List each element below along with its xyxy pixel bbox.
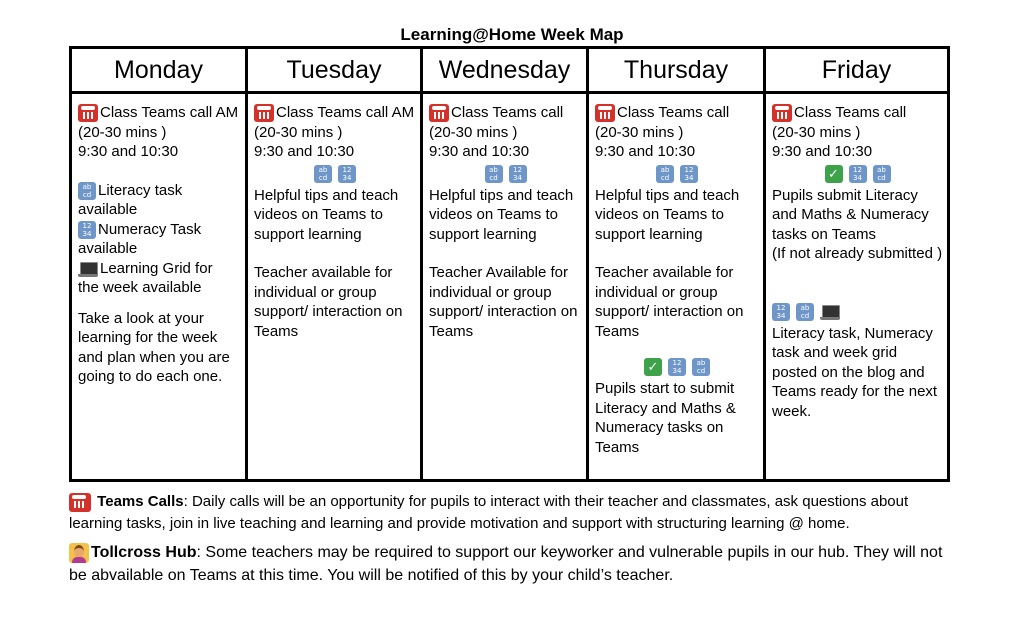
literacy-task-line2: available [78,201,138,218]
teacher-text: Teacher available for individual or group support/ interaction on Teams [595,264,744,340]
submit-icons [595,355,759,379]
teacher-icon [69,543,89,563]
abcd-icon: ab cd [873,165,891,183]
abcd-icon: ab cd [485,165,503,183]
call-title: Class Teams call [772,103,943,123]
teacher-text: Teacher Available for individual or group support/ interaction on Teams [429,264,578,340]
laptop-icon [78,261,98,277]
abcd-icon: ab cd [314,165,332,183]
call-title: Class Teams call [429,103,582,123]
abcd-icon: ab cd [692,358,710,376]
call-times: 9:30 and 10:30 [429,143,530,160]
check-mark-icon: ✓ [825,165,843,183]
numbers-icon: 12 34 [772,303,790,321]
day-header-row [71,48,949,93]
teacher-text: Teacher available for individual or group support/ interaction on Teams [254,264,403,340]
tips-text: Helpful tips and teach videos on Teams to support learning [595,186,740,243]
thursday-cell [588,93,765,481]
telephone-icon [429,104,449,122]
call-duration: (20-30 mins ) [772,123,861,141]
friday-cell [765,93,949,481]
teams-calls-text: : Daily calls will be an opportunity for pupils to interact with their teacher and classmates, ask questions about learning tasks, join in live teaching and learning and provide motivation and support with structuring learning @ home. [69,493,909,532]
call-duration: (20-30 mins ) [595,123,684,141]
day-header-wednesday: Wednesday [422,48,588,93]
numbers-icon: 12 34 [338,165,356,183]
call-title: Class Teams call AM [254,103,416,123]
numbers-icon: 12 34 [849,165,867,183]
posted-icons [772,300,943,324]
telephone-icon [595,104,615,122]
telephone-icon [78,104,98,122]
task-icons [254,162,416,186]
day-header-thursday: Thursday [588,48,765,93]
teams-calls-label: Teams Calls [97,493,184,510]
call-title: Class Teams call AM [78,103,241,123]
submit-text: Pupils submit Literacy and Maths & Numeracy tasks on Teams [772,186,929,243]
task-icons [429,162,582,186]
numbers-icon: 12 34 [509,165,527,183]
wednesday-cell [422,93,588,481]
numbers-icon: 12 34 [78,221,96,239]
submit-text: Pupils start to submit Literacy and Maths & Numeracy tasks on Teams [595,380,736,456]
telephone-icon [69,493,91,512]
teams-calls-note [69,491,959,535]
telephone-icon [772,104,792,122]
call-times: 9:30 and 10:30 [772,143,873,160]
abcd-icon: ab cd [656,165,674,183]
tollcross-hub-label: Tollcross Hub [91,544,197,561]
tuesday-cell [247,93,422,481]
posted-text: Literacy task, Numeracy task and week grid posted on the blog and Teams ready for the next week. [772,324,938,420]
call-duration: (20-30 mins ) [429,123,518,141]
abcd-icon: ab cd [796,303,814,321]
call-duration: (20-30 mins ) [254,123,343,141]
call-title: Class Teams call [595,103,759,123]
abcd-icon: ab cd [78,182,96,200]
call-times: 9:30 and 10:30 [78,143,179,160]
tollcross-hub-text: : Some teachers may be required to support our keyworker and vulnerable pupils in our hub. They will not be abvailable on Teams at this time. You will be notified of this by your child’s teacher. [69,544,943,584]
literacy-task: ab cd Literacy task [78,181,241,201]
plan-text: Take a look at your learning for the week and plan when you are going to do each one. [78,309,230,385]
submit-icons [772,162,943,186]
learning-grid-line2: the week available [78,279,202,296]
call-times: 9:30 and 10:30 [595,143,696,160]
learning-grid: Learning Grid for [78,259,241,279]
call-duration: (20-30 mins ) [78,123,167,141]
day-content-row [71,93,949,481]
monday-cell [71,93,247,481]
telephone-icon [254,104,274,122]
day-header-monday: Monday [71,48,247,93]
page-title: Learning@Home Week Map [400,25,624,44]
task-icons [595,162,759,186]
check-mark-icon: ✓ [644,358,662,376]
laptop-icon [820,304,840,320]
numbers-icon: 12 34 [668,358,686,376]
submit-note: (If not already submitted ) [772,245,943,262]
day-header-friday: Friday [765,48,949,93]
tips-text: Helpful tips and teach videos on Teams to support learning [254,186,399,243]
numeracy-task: 12 34 Numeracy Task [78,220,241,240]
numbers-icon: 12 34 [680,165,698,183]
call-times: 9:30 and 10:30 [254,143,355,160]
day-header-tuesday: Tuesday [247,48,422,93]
week-map-table [69,46,950,482]
numeracy-task-line2: available [78,240,138,257]
tollcross-hub-note [69,541,959,587]
tips-text: Helpful tips and teach videos on Teams to support learning [429,186,574,243]
